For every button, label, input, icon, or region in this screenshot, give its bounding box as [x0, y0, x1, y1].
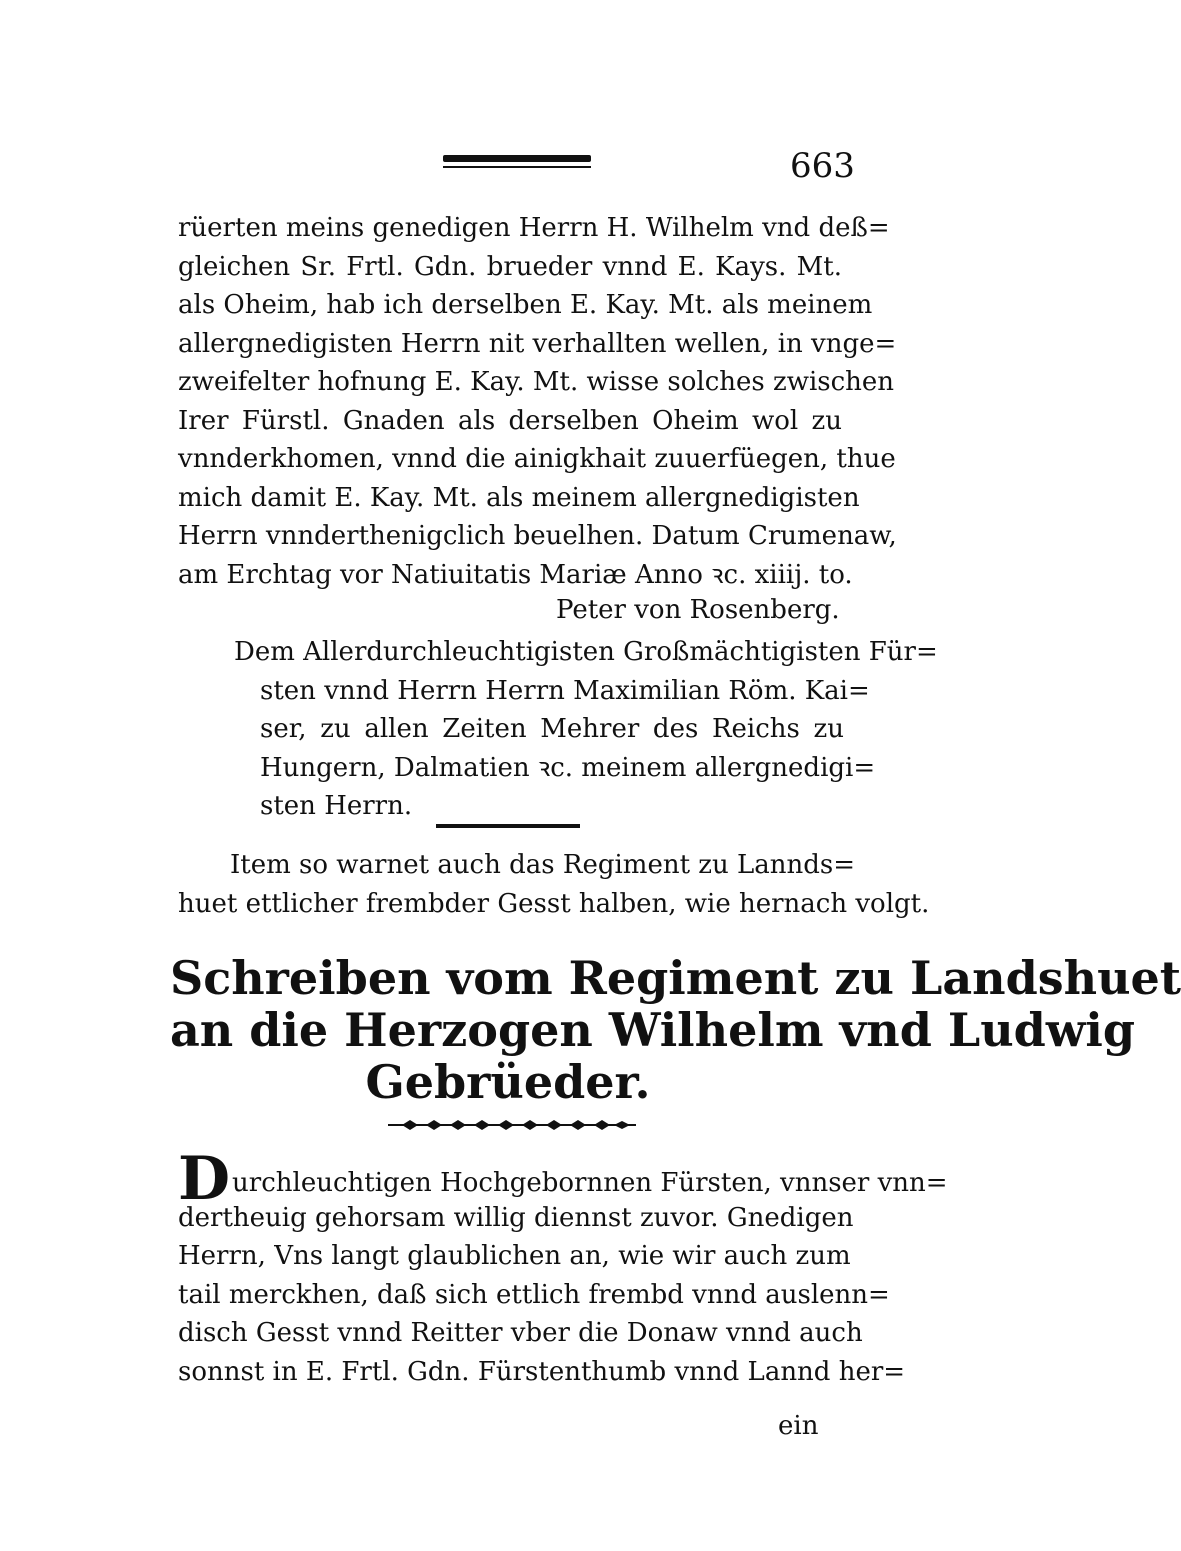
- paragraph-letter-opening: [178, 1144, 948, 1391]
- heading-line: Schreiben vom Regiment zu Landshuet: [170, 951, 1181, 1005]
- address-line: sten vnnd Herrn Herrn Maximilian Röm. Kai=: [260, 675, 870, 706]
- text-line: rüerten meins genedigen Herrn H. Wilhelm vnd deß=: [178, 213, 890, 243]
- text-line: dertheuig gehorsam willig diennst zuvor. Gnedigen: [178, 1202, 854, 1233]
- section-divider-rule: [436, 824, 580, 828]
- drop-cap: D: [178, 1144, 231, 1214]
- text-line: Irer Fürstl. Gnaden als derselben Oheim wol zu: [178, 405, 842, 436]
- text-line: huet ettlicher frembder Gesst halben, wie hernach volgt.: [178, 888, 930, 919]
- heading-line: an die Herzogen Wilhelm vnd Ludwig: [170, 1003, 1136, 1057]
- text-line: als Oheim, hab ich derselben E. Kay. Mt. als meinem: [178, 290, 873, 320]
- page-number: 663: [790, 146, 855, 186]
- heading-line: Gebrüeder.: [365, 1055, 651, 1109]
- letter-signature: Peter von Rosenberg.: [556, 595, 840, 625]
- address-line: Dem Allerdurchleuchtigisten Großmächtigisten Für=: [234, 637, 938, 667]
- text-line: allergnedigisten Herrn nit verhallten wellen, in vnge=: [178, 328, 897, 359]
- text-line: sonnst in E. Frtl. Gdn. Fürstenthumb vnnd Lannd her=: [178, 1356, 906, 1387]
- text-line: [178, 1144, 948, 1214]
- header-rule-thin: [443, 166, 591, 168]
- text-line: Item so warnet auch das Regiment zu Lannds=: [230, 850, 856, 880]
- ornament-divider: [388, 1117, 636, 1133]
- catchword: ein: [778, 1411, 819, 1441]
- text-line: am Erchtag vor Natiuitatis Mariæ Anno ꝛc. xiiij. to.: [178, 559, 853, 590]
- header-double-rule: [443, 155, 591, 168]
- text-line: Herrn vnnderthenigclich beuelhen. Datum Crumenaw,: [178, 521, 897, 551]
- text-line: tail merckhen, daß sich ettlich frembd vnnd auslenn=: [178, 1279, 890, 1310]
- paragraph-letter-body: [178, 209, 897, 594]
- text-line: gleichen Sr. Frtl. Gdn. brueder vnnd E. Kays. Mt.: [178, 251, 842, 282]
- text-line: disch Gesst vnnd Reitter vber die Donaw vnnd auch: [178, 1318, 863, 1348]
- address-line: Hungern, Dalmatien ꝛc. meinem allergnedigi=: [260, 752, 876, 783]
- address-line: sten Herrn.: [260, 791, 413, 821]
- section-heading: [170, 951, 1181, 1109]
- text-line: zweifelter hofnung E. Kay. Mt. wisse solches zwischen: [178, 367, 895, 397]
- text-line: Herrn, Vns langt glaublichen an, wie wir auch zum: [178, 1241, 851, 1271]
- letter-address: [234, 633, 938, 826]
- paragraph-intro: [178, 846, 930, 923]
- header-rule-thick: [443, 155, 591, 162]
- address-line: ser, zu allen Zeiten Mehrer des Reichs zu: [260, 714, 844, 744]
- text-line: vnnderkhomen, vnnd die ainigkhait zuuerfüegen, thue: [178, 444, 896, 474]
- text-line: mich damit E. Kay. Mt. als meinem allergnedigisten: [178, 482, 860, 513]
- first-line-text: urchleuchtigen Hochgebornnen Fürsten, vnnser vnn=: [232, 1168, 948, 1198]
